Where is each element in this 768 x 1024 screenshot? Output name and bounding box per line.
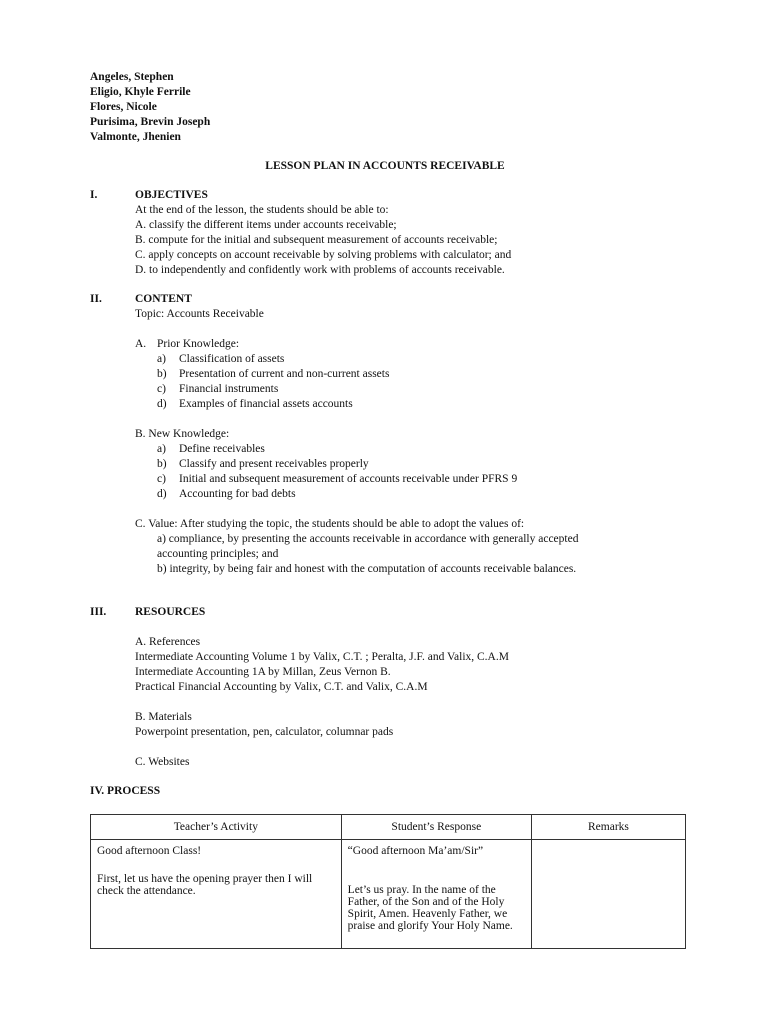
list-item (157, 397, 690, 412)
section-number: III. (90, 606, 107, 618)
list-item (157, 442, 690, 457)
table-header-row (91, 815, 686, 840)
materials-heading: B. Materials (135, 711, 192, 723)
list-label: d) (157, 488, 167, 500)
reference-item: Practical Financial Accounting by Valix, C.T. and Valix, C.A.M (135, 681, 428, 693)
objective-item: C. apply concepts on account receivable by solving problems with calculator; and (135, 249, 512, 261)
remarks-cell (531, 840, 685, 949)
teacher-activity-cell (91, 840, 342, 949)
student-response-cell (341, 840, 531, 949)
column-header: Remarks (531, 815, 685, 840)
list-item (157, 487, 690, 502)
list-item (157, 472, 690, 487)
materials-text: Powerpoint presentation, pen, calculator, columnar pads (135, 726, 394, 738)
section-heading: CONTENT (135, 293, 192, 305)
author-name: Purisima, Brevin Joseph (90, 116, 211, 128)
list-text: Initial and subsequent measurement of accounts receivable under PFRS 9 (179, 473, 518, 485)
reference-item: Intermediate Accounting 1A by Millan, Zeus Vernon B. (135, 666, 391, 678)
value-item: b) integrity, by being fair and honest with the computation of accounts receivable balances. (157, 563, 577, 575)
list-label: b) (157, 458, 167, 470)
reference-item: Intermediate Accounting Volume 1 by Valix, C.T. ; Peralta, J.F. and Valix, C.A.M (135, 651, 509, 663)
list-item (157, 367, 690, 382)
section-number: II. (90, 293, 102, 305)
column-header: Student’s Response (341, 815, 531, 840)
prior-knowledge-heading (135, 337, 690, 352)
student-line: “Good afternoon Ma’am/Sir” (347, 845, 484, 857)
objective-item: B. compute for the initial and subsequent measurement of accounts receivable; (135, 234, 498, 246)
author-name: Flores, Nicole (90, 101, 157, 113)
author-name: Valmonte, Jhenien (90, 131, 181, 143)
section-heading: RESOURCES (135, 606, 206, 618)
references-heading: A. References (135, 636, 201, 648)
websites-heading: C. Websites (135, 756, 190, 768)
list-text: Classification of assets (179, 353, 285, 365)
resources-section (90, 605, 690, 620)
content-section (90, 292, 690, 307)
new-knowledge-list (135, 442, 690, 502)
value-item: a) compliance, by presenting the accounts receivable in accordance with generally accepted (157, 533, 579, 545)
process-table (90, 814, 686, 949)
section-number: I. (90, 189, 98, 201)
objectives-body (90, 203, 690, 278)
list-text: Presentation of current and non-current assets (179, 368, 390, 380)
list-label: c) (157, 473, 166, 485)
list-label: a) (157, 353, 166, 365)
list-text: Classify and present receivables properly (179, 458, 369, 470)
list-item (157, 457, 690, 472)
list-item (157, 382, 690, 397)
teacher-line: Good afternoon Class! (97, 845, 202, 857)
list-label: c) (157, 383, 166, 395)
document-title: LESSON PLAN IN ACCOUNTS RECEIVABLE (265, 160, 505, 172)
objectives-intro: At the end of the lesson, the students should be able to: (135, 204, 389, 216)
author-name: Eligio, Khyle Ferrile (90, 86, 191, 98)
student-line: Let’s us pray. In the name of the Father, of the Son and of the Holy Spirit, Amen. Heavenly Father, we praise and glorify Your Holy Name. (347, 884, 513, 932)
teacher-line: First, let us have the opening prayer then I will check the attendance. (97, 873, 313, 897)
list-label: a) (157, 443, 166, 455)
list-text: Examples of financial assets accounts (179, 398, 353, 410)
author-list (90, 70, 690, 145)
section-heading: OBJECTIVES (135, 189, 208, 201)
objective-item: D. to independently and confidently work with problems of accounts receivable. (135, 264, 505, 276)
author-name: Angeles, Stephen (90, 71, 174, 83)
resources-body (90, 620, 690, 770)
column-header: Teacher’s Activity (91, 815, 342, 840)
value-item-continuation: accounting principles; and (157, 548, 279, 560)
list-item (157, 352, 690, 367)
content-topic: Topic: Accounts Receivable (135, 308, 264, 320)
value-heading: C. Value: After studying the topic, the students should be able to adopt the values of: (135, 518, 525, 530)
list-text: Financial instruments (179, 383, 279, 395)
list-text: Define receivables (179, 443, 265, 455)
objectives-section (90, 188, 690, 203)
list-text: Accounting for bad debts (179, 488, 296, 500)
process-heading: IV. PROCESS (90, 785, 161, 797)
value-list (135, 532, 690, 577)
objective-item: A. classify the different items under accounts receivable; (135, 219, 397, 231)
new-knowledge-heading: B. New Knowledge: (135, 428, 230, 440)
table-row (91, 840, 686, 949)
list-label: d) (157, 398, 167, 410)
document-page (90, 70, 690, 949)
content-body (90, 307, 690, 577)
prior-knowledge-list (135, 352, 690, 412)
list-text: Prior Knowledge: (157, 338, 240, 350)
list-label: b) (157, 368, 167, 380)
list-label: A. (135, 338, 147, 350)
